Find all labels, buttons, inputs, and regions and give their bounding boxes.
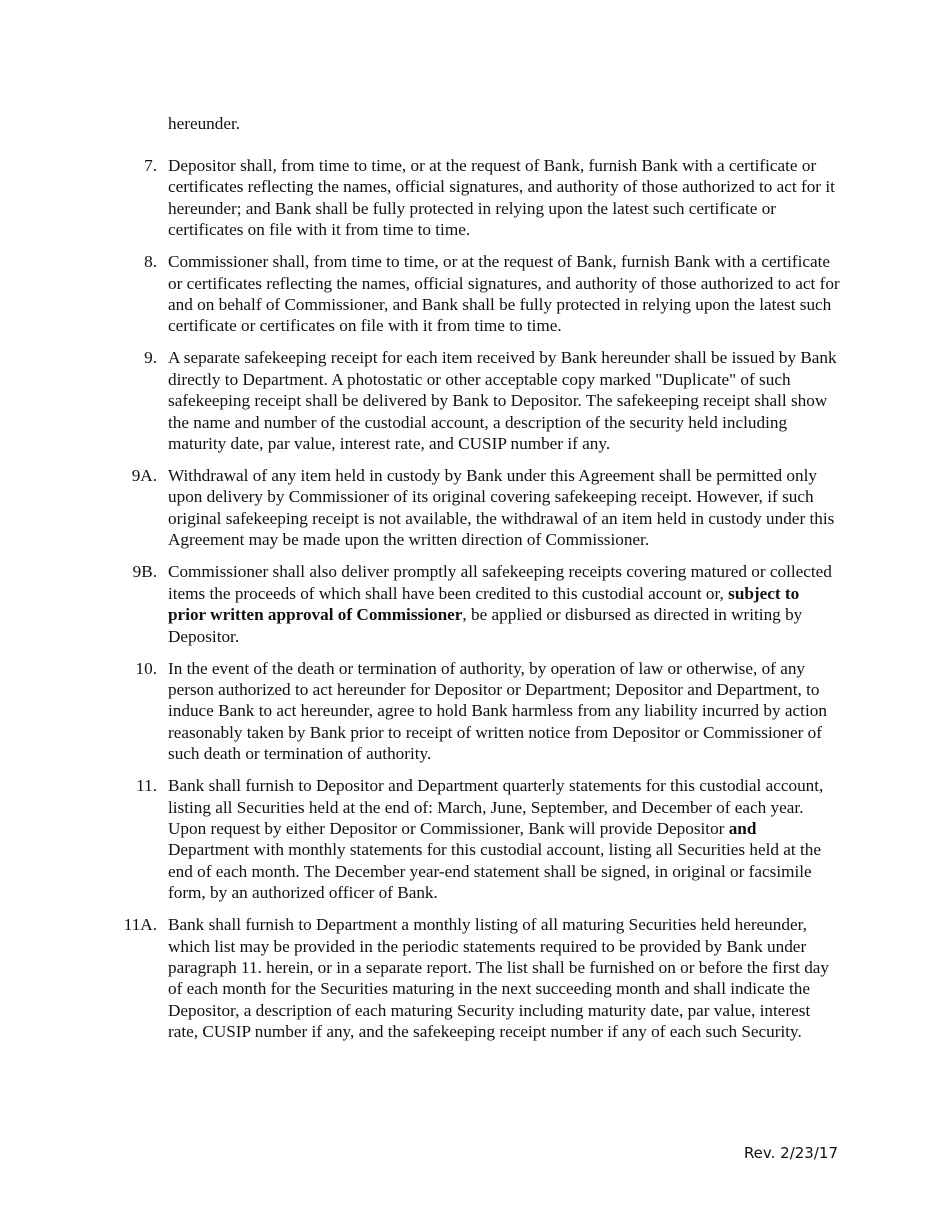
paragraph-text: A separate safekeeping receipt for each item received by Bank hereunder shall be issued by Bank directly to Department. A photostatic or other acceptable copy marked "Duplicate" of such safekeeping receipt shall be delivered by Bank to Depositor. The safekeeping receipt shall show the name and number of the custodial account, a description of the security held including maturity date, par value, interest rate, and CUSIP number if any. xyxy=(168,348,837,454)
paragraph-text-part: Bank shall furnish to Depositor and Department quarterly statements for this custodial account, listing all Securities held at the end of: March, June, September, and December of each year. Upon request by either Depositor or Commissioner, Bank will provide Depositor xyxy=(168,776,824,838)
numbered-paragraph-list xyxy=(0,155,950,1053)
paragraph-number: 9A. xyxy=(131,466,157,486)
paragraph-number: 10. xyxy=(135,658,157,678)
revision-footer: Rev. 2/23/17 xyxy=(743,1144,838,1162)
paragraph-text xyxy=(168,561,840,647)
paragraph-9b xyxy=(0,561,950,647)
paragraph-text xyxy=(168,775,840,903)
paragraph-text-part: Commissioner shall also deliver promptly all safekeeping receipts covering matured or collected items the proceeds of which shall have been credited to this custodial account or, xyxy=(168,562,832,603)
paragraph-number: 11. xyxy=(136,776,157,796)
paragraph-number: 7. xyxy=(144,156,157,175)
paragraph-text: Bank shall furnish to Department a monthly listing of all maturing Securities held hereunder, which list may be provided in the periodic statements required to be provided by Bank under paragraph 11. herein, or in a separate report. The list shall be furnished on or before the first day of each month for the Securities maturing in the next succeeding month and shall indicate the Depositor, a description of each maturing Security including maturity date, par value, interest rate, CUSIP number if any, and the safekeeping receipt number if any of each such Security. xyxy=(168,915,830,1042)
paragraph-10 xyxy=(0,658,950,765)
bold-phrase: subject to prior written approval of Commissioner xyxy=(168,583,800,625)
paragraph-7 xyxy=(0,155,950,241)
paragraph-text: Commissioner shall, from time to time, or at the request of Bank, furnish Bank with a certificate or certificates reflecting the names, official signatures, and authority of those authorized to act for and on behalf of Commissioner, and Bank shall be fully protected in relying upon the latest such certificate or certificates on file with it from time to time. xyxy=(168,252,840,336)
paragraph-8 xyxy=(0,251,950,337)
paragraph-number: 11A. xyxy=(123,915,157,935)
paragraph-9a xyxy=(0,465,950,551)
paragraph-11a xyxy=(0,914,950,1042)
paragraph-text: Depositor shall, from time to time, or at the request of Bank, furnish Bank with a certificate or certificates reflecting the names, official signatures, and authority of those authorized to act for it hereunder; and Bank shall be fully protected in relying upon the latest such certificate or certificates on file with it from time to time. xyxy=(168,156,835,240)
paragraph-number: 9B. xyxy=(132,562,157,582)
bold-phrase: and xyxy=(728,818,757,838)
paragraph-text: In the event of the death or termination of authority, by operation of law or otherwise, of any person authorized to act hereunder for Depositor or Department; Depositor and Department, to induce Bank to act hereunder, agree to hold Bank harmless from any liability incurred by action reasonably taken by Bank prior to receipt of written notice from Depositor or Commissioner of such death or termination of authority. xyxy=(168,658,827,764)
paragraph-text-part: Department with monthly statements for this custodial account, listing all Securities held at the end of each month. The December year-end statement shall be signed, in original or facsimile form, by an authorized officer of Bank. xyxy=(168,840,821,903)
paragraph-text: Withdrawal of any item held in custody by Bank under this Agreement shall be permitted only upon delivery by Commissioner of its original covering safekeeping receipt. However, if such original safekeeping receipt is not available, the withdrawal of an item held in custody under this Agreement may be made upon the written direction of Commissioner. xyxy=(168,466,835,550)
continuation-text: hereunder. xyxy=(168,114,241,133)
paragraph-11 xyxy=(0,775,950,903)
paragraph-text-part: , be applied or disbursed as directed in writing by Depositor. xyxy=(168,605,803,646)
paragraph-9 xyxy=(0,347,950,454)
paragraph-number: 9. xyxy=(144,348,157,368)
paragraph-number: 8. xyxy=(144,252,157,272)
